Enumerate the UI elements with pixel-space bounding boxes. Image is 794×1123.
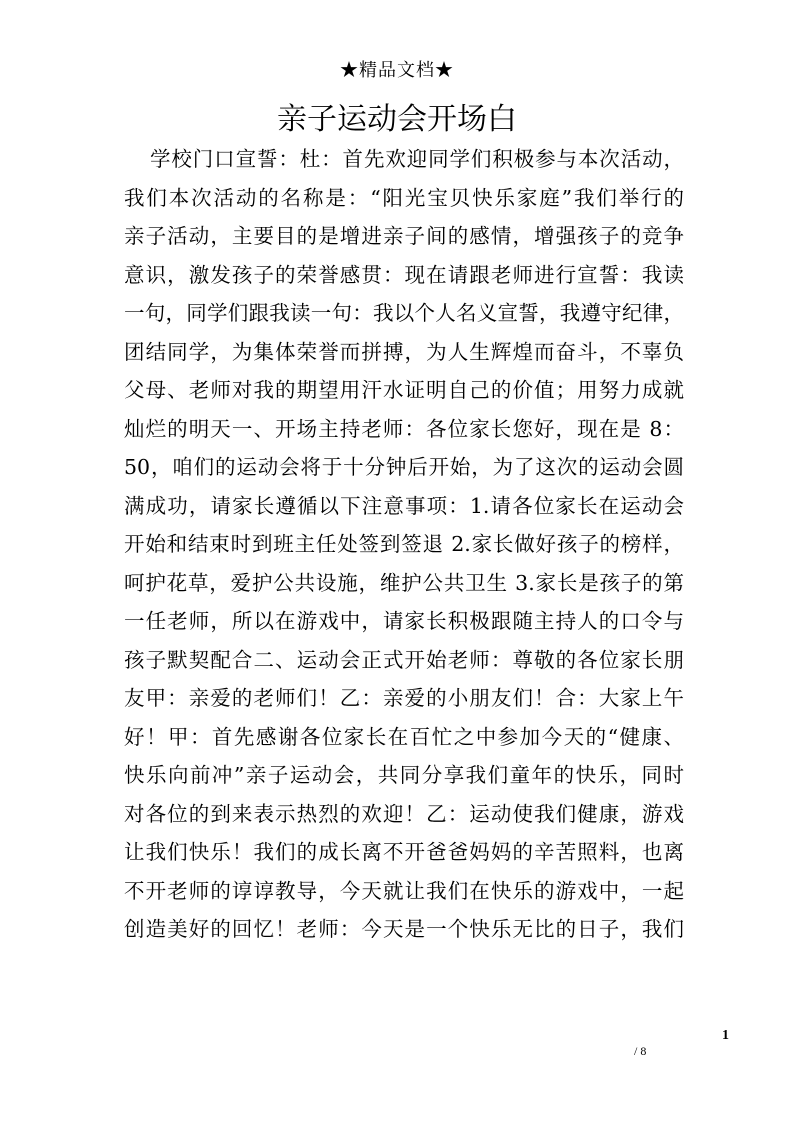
body-line: 快乐向前冲”亲子运动会，共同分享我们童年的快乐，同时 xyxy=(124,763,684,787)
page-total: / 8 xyxy=(634,1044,647,1058)
body-line: 父母、老师对我的期望用汗水证明自己的价值；用努力成就 xyxy=(124,378,684,402)
body-line: 一任老师，所以在游戏中，请家长积极跟随主持人的口令与 xyxy=(124,609,684,633)
page-number: 1 xyxy=(722,1028,729,1043)
document-header-label: ★精品文档★ xyxy=(340,60,454,81)
body-line: 一句，同学们跟我读一句：我以个人名义宣誓，我遵守纪律， xyxy=(124,301,684,325)
body-line: 团结同学，为集体荣誉而拼搏，为人生辉煌而奋斗，不辜负 xyxy=(124,339,684,364)
body-line: 学校门口宣誓：杜：首先欢迎同学们积极参与本次活动， xyxy=(150,147,684,171)
body-line: 开始和结束时到班主任处签到签退 2.家长做好孩子的榜样， xyxy=(124,532,684,556)
body-line: 呵护花草，爱护公共设施，维护公共卫生 3.家长是孩子的第 xyxy=(124,570,684,595)
body-line: 孩子默契配合二、运动会正式开始老师：尊敬的各位家长朋 xyxy=(124,647,684,672)
body-line: 亲子活动，主要目的是增进亲子间的感情，增强孩子的竞争 xyxy=(124,224,684,248)
body-line: 不开老师的谆谆教导，今天就让我们在快乐的游戏中，一起 xyxy=(124,878,684,903)
document-body xyxy=(124,140,684,949)
body-line: 好！甲：首先感谢各位家长在百忙之中参加今天的“健康、 xyxy=(124,724,684,749)
body-line: 对各位的到来表示热烈的欢迎！乙：运动使我们健康，游戏 xyxy=(124,801,684,826)
body-line: 50，咱们的运动会将于十分钟后开始，为了这次的运动会圆 xyxy=(124,455,684,479)
body-line: 满成功，请家长遵循以下注意事项：1.请各位家长在运动会 xyxy=(124,493,684,518)
body-line: 我们本次活动的名称是：“阳光宝贝快乐家庭”我们举行的 xyxy=(124,185,684,210)
document-title: 亲子运动会开场白 xyxy=(277,102,517,137)
body-line: 灿烂的明天一、开场主持老师：各位家长您好，现在是 8： xyxy=(124,416,684,441)
body-line: 创造美好的回忆！老师：今天是一个快乐无比的日子，我们 xyxy=(124,917,684,941)
body-line: 意识，激发孩子的荣誉感贯：现在请跟老师进行宣誓：我读 xyxy=(124,262,684,287)
body-line: 让我们快乐！我们的成长离不开爸爸妈妈的辛苦照料，也离 xyxy=(124,840,684,864)
body-line: 友甲：亲爱的老师们！乙：亲爱的小朋友们！合：大家上午 xyxy=(124,686,684,710)
